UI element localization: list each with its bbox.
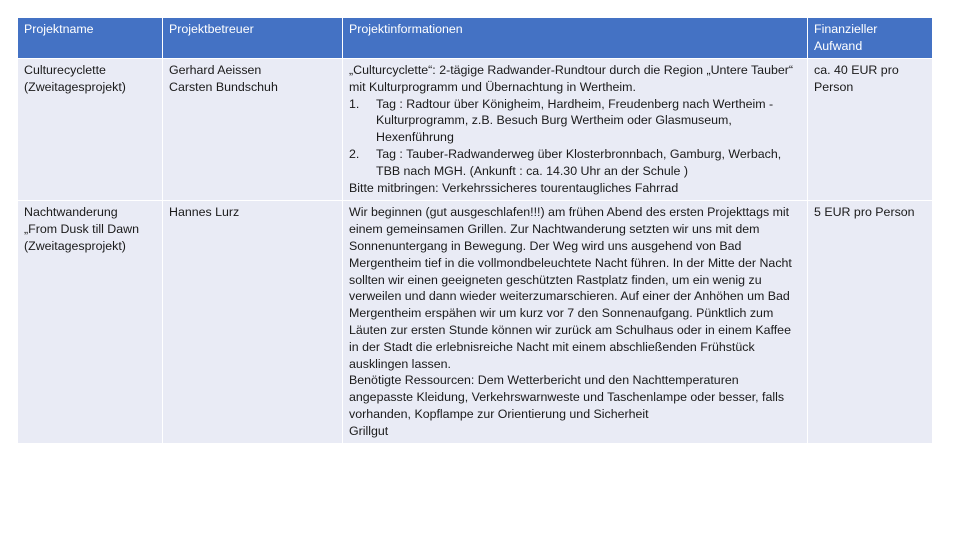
day-item — [349, 146, 801, 180]
day-number: 1. — [349, 96, 360, 111]
project-name-line: „From Dusk till Dawn — [24, 222, 139, 237]
project-name-line: (Zweitagesprojekt) — [24, 238, 126, 253]
supervisor-name: Hannes Lurz — [169, 205, 240, 220]
project-name-line: Nachtwanderung — [24, 205, 118, 220]
supervisor-cell — [163, 201, 343, 443]
project-info-cell — [343, 201, 808, 443]
day-item — [349, 96, 801, 146]
cost-cell: 5 EUR pro Person — [808, 201, 933, 443]
header-project-supervisor: Projektbetreuer — [163, 18, 343, 59]
supervisor-name: Gerhard Aeissen — [169, 63, 262, 77]
day-text: Tag : Radtour über Königheim, Hardheim, Freudenberg nach Wertheim - Kulturprogramm, z.B. Besuch Burg Wertheim oder Glasmuseum, Hexenführung — [376, 96, 774, 145]
supervisor-name: Carsten Bundschuh — [169, 79, 278, 94]
project-name-line: Culturecyclette — [24, 63, 106, 77]
table-row — [18, 201, 933, 443]
info-resources: Benötigte Ressourcen: Dem Wetterbericht und den Nachttemperaturen angepasste Kleidung, Verkehrswarnweste und Taschenlampe oder besser, falls vorhanden, Kopflampe zur Orientierung und Sicherheit — [349, 373, 785, 421]
info-intro: „Culturcyclette“: 2-tägige Radwander-Rundtour durch die Region „Untere Tauber“ mit Kulturprogramm und Übernachtung in Wertheim. — [349, 63, 793, 94]
header-project-info: Projektinformationen — [343, 18, 808, 59]
project-name-cell — [18, 201, 163, 443]
project-table — [17, 17, 933, 444]
day-list — [349, 96, 801, 180]
project-info-cell — [343, 59, 808, 201]
day-text: Tag : Tauber-Radwanderweg über Klosterbronnbach, Gamburg, Werbach, TBB nach MGH. (Ankunft : ca. 14.30 Uhr an der Schule ) — [376, 146, 782, 178]
info-outro: Bitte mitbringen: Verkehrssicheres tourentaugliches Fahrrad — [349, 180, 679, 195]
project-name-cell — [18, 59, 163, 201]
header-project-name: Projektname — [18, 18, 163, 59]
day-number: 2. — [349, 146, 360, 161]
info-text: Wir beginnen (gut ausgeschlafen!!!) am frühen Abend des ersten Projekttags mit einem gemeinsamen Grillen. Zur Nachtwanderung setzten wir uns mit dem Sonnenuntergang in Bewegung. Der Weg wird uns ausgehend von Bad Mergentheim tief in die vollmondbeleuchtete Nacht führen. In der Mitte der Nacht sollten wir einen geeigneten geschützten Rastplatz finden, um ein wenig zu verweilen und dann wieder weiterzumarschieren. Auf einer der Anhöhen um Bad Mergentheim erspähen wir um kurz vor 7 den Sonnenaufgang. Pünktlich zum Läuten zur ersten Stunde können wir zurück am Schulhaus oder in einem Kaffee in der Stadt die erlebnisreiche Nacht mit einem abschließenden Frühstück ausklingen lassen. — [349, 205, 792, 371]
project-name-line: (Zweitagesprojekt) — [24, 79, 126, 94]
info-last: Grillgut — [349, 423, 389, 438]
table-header-row — [18, 18, 933, 59]
header-cost: Finanzieller Aufwand — [808, 18, 933, 59]
supervisor-cell — [163, 59, 343, 201]
cost-cell: ca. 40 EUR pro Person — [808, 59, 933, 201]
table-row — [18, 59, 933, 201]
